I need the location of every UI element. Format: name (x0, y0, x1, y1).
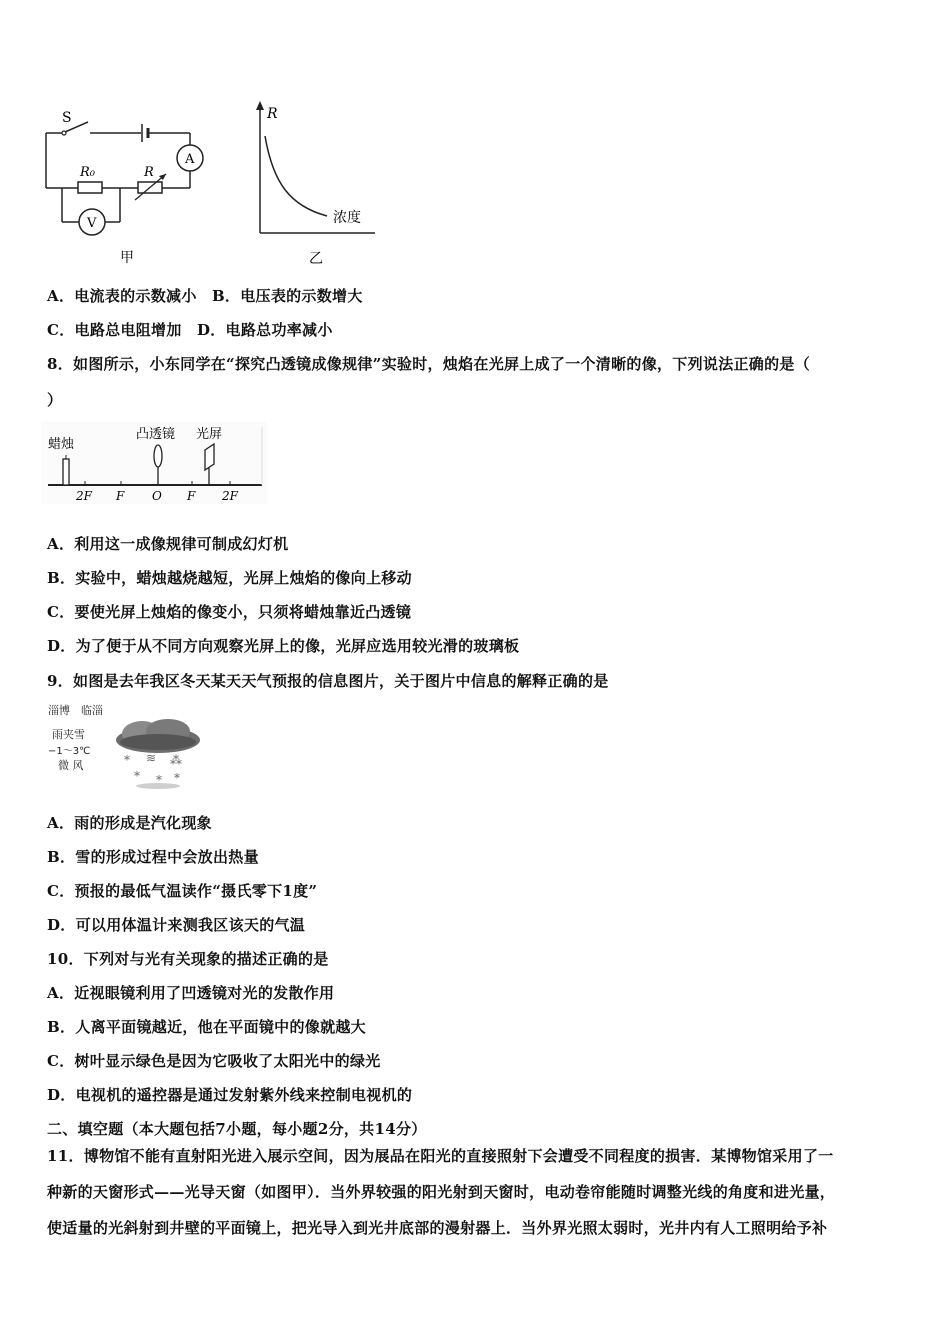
section-title: 二、填空题（本大题包括7小题，每小题2分，共14分） (47, 1120, 427, 1138)
tick-label: O (152, 489, 162, 503)
optics-bench (42, 422, 267, 504)
sleet-cloud-icon (112, 718, 204, 790)
q8-option-d: D．为了便于从不同方向观察光屏上的像，光屏应选用较光滑的玻璃板 (47, 637, 520, 655)
candle-label: 蜡烛 (48, 437, 75, 452)
q8-stem-line2: ） (47, 391, 63, 409)
q8-option-a: A．利用这一成像规律可制成幻灯机 (47, 535, 289, 553)
r-label: R (144, 165, 154, 180)
q8-optics-bench-figure (42, 422, 267, 504)
tick-label: F (187, 489, 196, 503)
q9-stem: 9．如图是去年我区冬天某天天气预报的信息图片，关于图片中信息的解释正确的是 (47, 672, 609, 690)
x-axis-label: 浓度 (333, 210, 361, 226)
q8-option-b: B．实验中，蜡烛越烧越短，光屏上烛焰的像向上移动 (47, 569, 412, 587)
q7-options-line1: A．电流表的示数减小 B．电压表的示数增大 (47, 287, 363, 305)
q10-option-c: C．树叶显示绿色是因为它吸收了太阳光中的绿光 (47, 1052, 381, 1070)
q10-option-a: A．近视眼镜利用了凹透镜对光的发散作用 (47, 984, 335, 1002)
weather-wind: 微 风 (58, 759, 84, 772)
tick-label: 2F (222, 489, 238, 503)
q9-option-a: A．雨的形成是汽化现象 (47, 814, 212, 832)
figure-caption-yi: 乙 (309, 251, 323, 267)
q10-option-b: B．人离平面镜越近，他在平面镜中的像就越大 (47, 1018, 366, 1036)
resistance-concentration-graph (245, 98, 385, 270)
tick-label: F (116, 489, 125, 503)
svg-text:*: * (124, 753, 130, 767)
r0-label: R₀ (80, 165, 95, 180)
svg-text:*: * (174, 771, 180, 785)
q7-figure-yi (245, 98, 385, 270)
svg-text:≋: ≋ (146, 751, 157, 765)
q7-options-line2: C．电路总电阻增加 D．电路总功率减小 (47, 321, 333, 339)
q8-option-c: C．要使光屏上烛焰的像变小，只须将蜡烛靠近凸透镜 (47, 603, 412, 621)
q8-stem-line1: 8．如图所示，小东同学在“探究凸透镜成像规律”实验时，烛焰在光屏上成了一个清晰的像，下列说法正确的是（ (47, 355, 810, 373)
lens-label: 凸透镜 (136, 427, 176, 442)
screen-label: 光屏 (196, 427, 223, 442)
svg-text:*: * (134, 769, 140, 783)
q9-option-b: B．雪的形成过程中会放出热量 (47, 848, 259, 866)
weather-temperature: −1～3℃ (48, 746, 91, 757)
q9-option-c: C．预报的最低气温读作“摄氏零下1度” (47, 882, 318, 900)
q10-option-d: D．电视机的遥控器是通过发射紫外线来控制电视机的 (47, 1086, 413, 1104)
figure-caption-jia: 甲 (120, 250, 134, 266)
candle-shape (63, 459, 69, 485)
q11-line3: 使适量的光斜射到井壁的平面镜上，把光导入到光井底部的漫射器上．当外界光照太弱时，光井内有人工照明给予补 (47, 1219, 828, 1237)
weather-condition: 雨夹雪 (52, 728, 85, 741)
q7-figure-jia (38, 100, 218, 270)
q11-line2: 种新的天窗形式——光导天窗（如图甲）．当外界较强的阳光射到天窗时，电动卷帘能随时调整光线的角度和进光量， (47, 1183, 836, 1201)
q9-weather-figure (44, 700, 214, 792)
tick-label: 2F (76, 489, 92, 503)
y-axis-label: R (267, 106, 278, 122)
q11-line1: 11．博物馆不能有直射阳光进入展示空间，因为展品在阳光的直接照射下会遭受不同程度的损害．某博物馆采用了一 (47, 1147, 834, 1165)
resistance-curve (265, 136, 327, 216)
q9-option-d: D．可以用体温计来测我区该天的气温 (47, 916, 306, 934)
switch-label: S (62, 110, 72, 126)
svg-text:⁂: ⁂ (170, 753, 182, 767)
svg-text:⁎: ⁎ (156, 769, 162, 783)
ammeter-label: A (185, 152, 195, 167)
q10-stem: 10．下列对与光有关现象的描述正确的是 (47, 950, 329, 968)
voltmeter-label: V (87, 216, 97, 231)
circuit-diagram (38, 100, 218, 270)
lens-shape (154, 445, 162, 467)
weather-location: 淄博 临淄 (48, 704, 103, 717)
